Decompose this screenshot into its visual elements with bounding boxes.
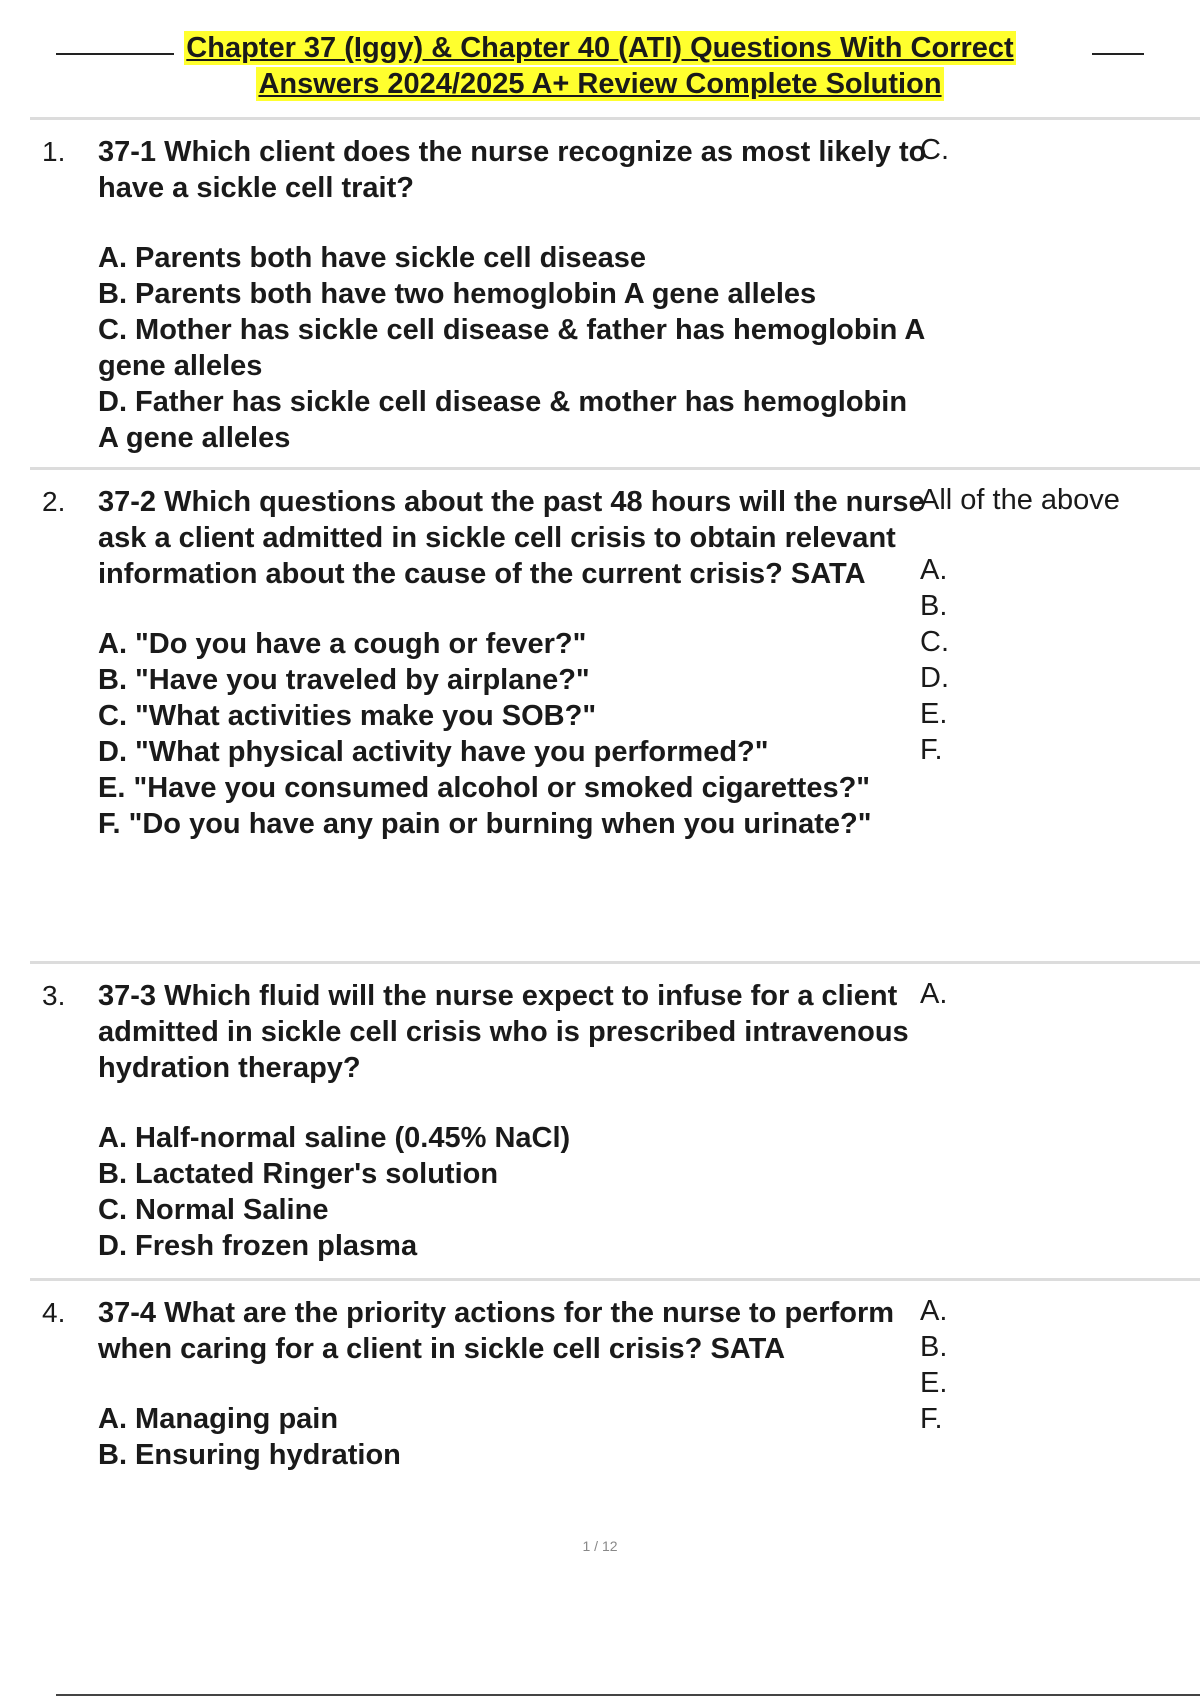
option-d: D. Fresh frozen plasma [98,1230,418,1262]
answer-line: B. [920,590,948,622]
answer-line: D. [920,662,949,694]
question-block-4 [30,1278,1200,1521]
question-stem: 37-3 Which fluid will the nurse expect to infuse for a client admitted in sickle cell crisis who is prescribed intravenous hydration therapy? [98,980,909,1084]
option-b: B. Parents both have two hemoglobin A gene alleles [98,278,817,310]
option-a: A. "Do you have a cough or fever?" [98,628,587,660]
question-block-3 [30,961,1200,1281]
question-content [98,134,928,456]
question-stem: 37-1 Which client does the nurse recognize as most likely to have a sickle cell trait? [98,136,927,204]
question-number: 2. [42,486,66,517]
option-d: D. Father has sickle cell disease & mother has hemoglobin A gene alleles [98,386,908,454]
option-c: C. Mother has sickle cell disease & father has hemoglobin A gene alleles [98,314,925,382]
option-d: D. "What physical activity have you performed?" [98,736,769,768]
bottom-divider [56,1694,1200,1696]
option-a: A. Parents both have sickle cell disease [98,242,647,274]
option-c: C. "What activities make you SOB?" [98,700,597,732]
option-e: E. "Have you consumed alcohol or smoked cigarettes?" [98,772,871,804]
question-block-1 [30,117,1200,470]
question-stem: 37-4 What are the priority actions for the nurse to perform when caring for a client in sickle cell crisis? SATA [98,1297,895,1365]
title-line-1: Chapter 37 (Iggy) & Chapter 40 (ATI) Questions With Correct [186,32,1014,64]
answer-line: F. [920,1403,943,1435]
question-content [98,1295,928,1473]
answer-column [920,1293,947,1437]
answer-line: A. [920,1295,948,1327]
question-number: 4. [42,1297,66,1328]
answer-line: F. [920,734,943,766]
answer-line: E. [920,698,948,730]
question-block-2 [30,467,1200,964]
question-stem: 37-2 Which questions about the past 48 hours will the nurse ask a client admitted in sickle cell crisis to obtain relevant information about the cause of the current crisis? SATA [98,486,925,590]
answer-column [920,482,1120,768]
answer-line: A. [920,978,948,1010]
option-b: B. Ensuring hydration [98,1439,401,1471]
option-b: B. Lactated Ringer's solution [98,1158,499,1190]
answer-line: C. [920,134,949,166]
answer-line: A. [920,554,948,586]
question-content [98,484,928,842]
question-number: 3. [42,980,66,1011]
answer-column [920,132,949,168]
question-content [98,978,928,1264]
option-a: A. Managing pain [98,1403,339,1435]
answer-line: E. [920,1367,948,1399]
title-rule-left [56,53,174,55]
page-indicator: 1 / 12 [582,1538,618,1554]
option-c: C. Normal Saline [98,1194,329,1226]
question-number: 1. [42,136,66,167]
answer-line: C. [920,626,949,658]
title-line-2: Answers 2024/2025 A+ Review Complete Solution [258,68,942,100]
option-a: A. Half-normal saline (0.45% NaCl) [98,1122,571,1154]
document-title [56,30,1144,102]
answer-line: B. [920,1331,948,1363]
answer-column [920,976,947,1012]
title-rule-right [1092,53,1144,55]
answer-header: All of the above [920,484,1120,516]
option-b: B. "Have you traveled by airplane?" [98,664,590,696]
option-f: F. "Do you have any pain or burning when you urinate?" [98,808,872,840]
